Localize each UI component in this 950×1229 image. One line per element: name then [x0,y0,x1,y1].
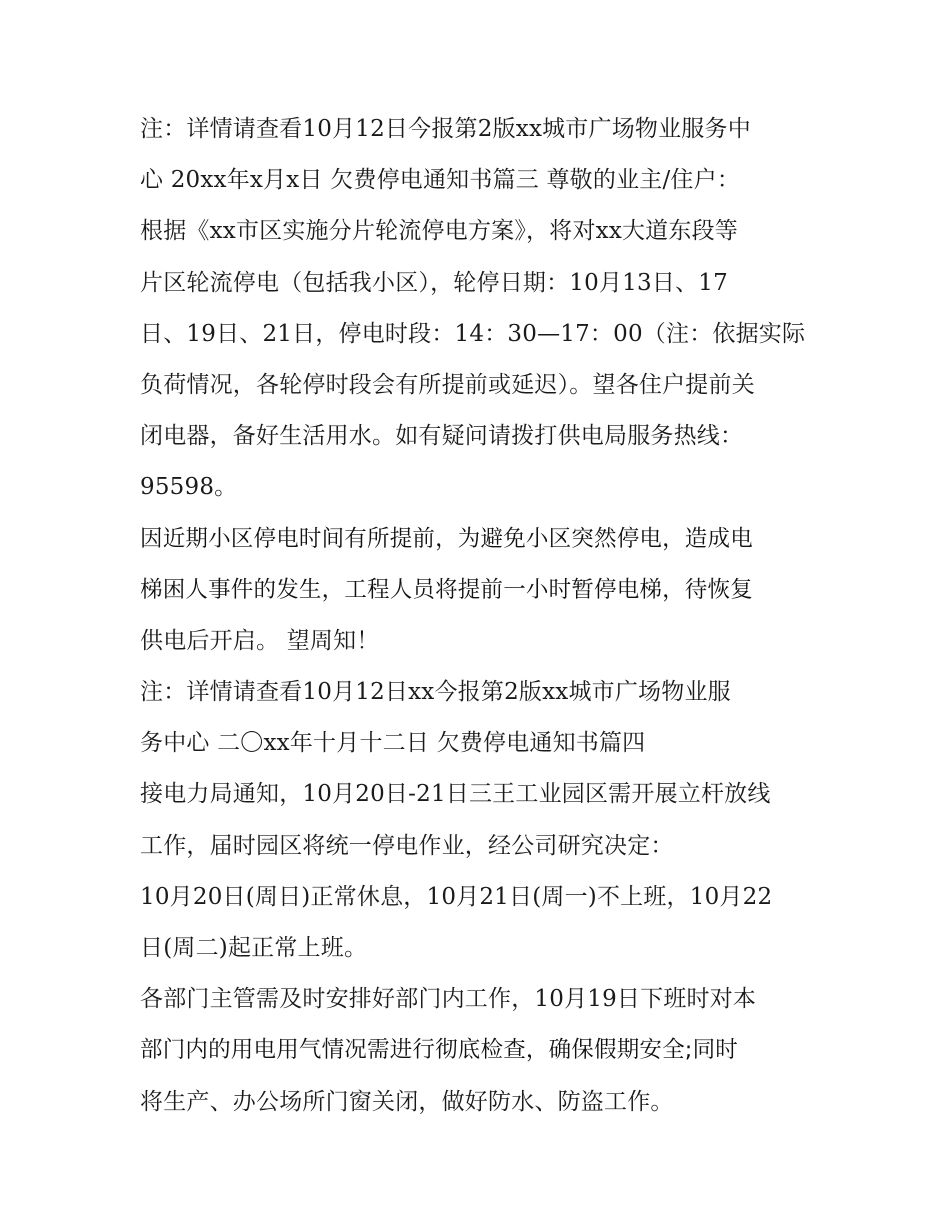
text-line: 务中心 二〇xx年十月十二日 欠费停电通知书篇四 [140,730,646,757]
text-line: 部门内的用电用气情况需进行彻底检查，确保假期安全;同时 [140,1037,738,1064]
text-line: 注：详情请查看10月12日今报第2版xx城市广场物业服务中 [140,116,751,142]
text-line: 日、19日、21日，停电时段：14：30—17：00（注：依据实际 [140,320,806,347]
text-line: 注：详情请查看10月12日xx今报第2版xx城市广场物业服 [140,679,731,706]
document-body [140,104,820,1128]
text-line: 闭电器，备好生活用水。如有疑问请拨打供电局服务热线： [140,423,744,450]
text-line: 10月20日(周日)正常休息，10月21日(周一)不上班，10月22 [140,883,773,910]
text-line: 工作，届时园区将统一停电作业，经公司研究决定： [140,832,674,859]
text-line: 95598。 [140,474,238,501]
text-line: 各部门主管需及时安排好部门内工作，10月19日下班时对本 [140,986,757,1013]
text-line: 根据《xx市区实施分片轮流停电方案》，将对xx大道东段等 [140,218,738,245]
text-line: 梯困人事件的发生，工程人员将提前一小时暂停电梯，待恢复 [140,576,753,603]
text-line: 心 20xx年x月x日 欠费停电通知书篇三 尊敬的业主/住户： [140,167,741,194]
text-line: 片区轮流停电（包括我小区），轮停日期：10月13日、17 [140,269,728,296]
text-line: 负荷情况，各轮停时段会有所提前或延迟）。望各住户提前关 [140,371,755,398]
text-line: 因近期小区停电时间有所提前，为避免小区突然停电，造成电 [140,525,753,552]
text-line: 日(周二)起正常上班。 [140,935,368,961]
text-line: 接电力局通知，10月20日-21日三王工业园区需开展立杆放线 [140,781,771,808]
text-line: 供电后开启。 望周知！ [140,627,380,654]
text-line: 将生产、办公场所门窗关闭，做好防水、防盗工作。 [140,1088,674,1115]
